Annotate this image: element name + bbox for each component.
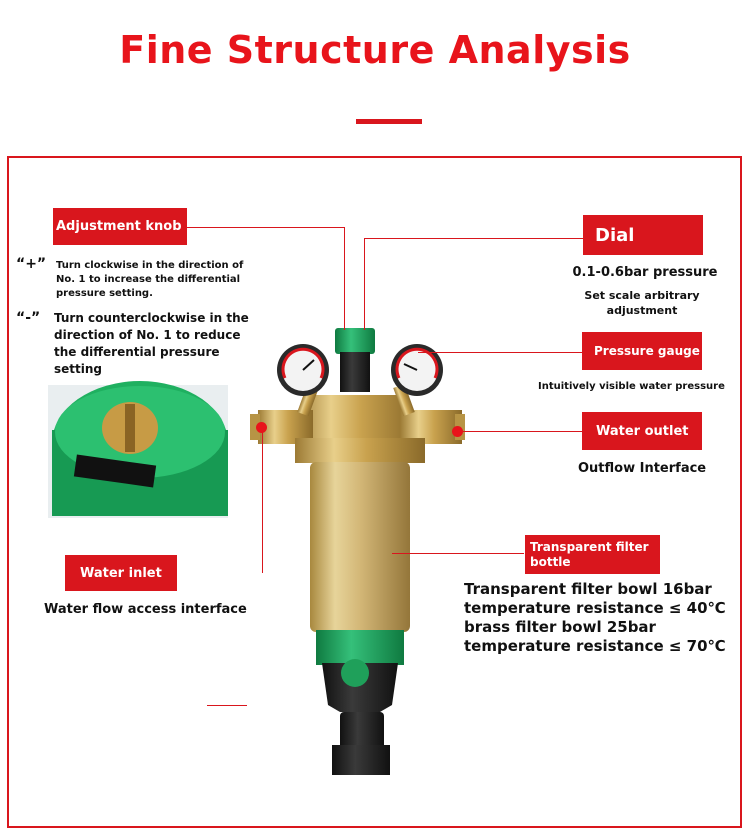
- water-inlet-label-text: Water inlet: [80, 565, 162, 581]
- dial-label: [583, 215, 703, 255]
- filter-bottle-line-1: Transparent filter bowl 16bar: [464, 580, 712, 598]
- filter-bottle-label-text: Transparent filter bottle: [530, 539, 649, 569]
- filter-bottle-line-4: temperature resistance ≤ 70℃: [464, 637, 726, 655]
- minus-description: Turn counterclockwise in the direction of No. 1 to reduce the differential pressure setting: [54, 311, 249, 376]
- adjustment-knob-label: [53, 208, 187, 245]
- filter-bottle-line-2: temperature resistance ≤ 40℃: [464, 599, 726, 617]
- pressure-gauge-label-text: Pressure gauge: [594, 344, 700, 358]
- plus-symbol: “+”: [16, 256, 47, 272]
- filter-bottle-line-3: brass filter bowl 25bar: [464, 618, 656, 636]
- water-outlet-label-text: Water outlet: [596, 423, 689, 439]
- inlet-leader-v: [262, 431, 263, 573]
- plus-description: Turn clockwise in the direction of No. 1 to increase the differential pressure setting.: [56, 260, 244, 299]
- minus-symbol: “-”: [16, 310, 41, 326]
- adjustment-knob-label-text: Adjustment knob: [56, 219, 182, 234]
- outlet-leader: [460, 431, 582, 432]
- water-inlet-description: Water flow access interface: [44, 602, 247, 617]
- bottom-rule: [207, 705, 247, 706]
- water-inlet-label: [65, 555, 177, 591]
- dial-description: Set scale arbitrary adjustment: [584, 289, 700, 317]
- water-outlet-description: Outflow Interface: [578, 461, 707, 476]
- page-title: Fine Structure Analysis: [119, 28, 631, 72]
- adjustment-leader-v: [344, 227, 345, 330]
- dial-leader-h: [364, 238, 584, 239]
- adjustment-leader-h: [187, 227, 344, 228]
- dial-pressure-range: 0.1-0.6bar pressure: [572, 265, 718, 280]
- dial-leader-v: [364, 238, 365, 330]
- pressure-gauge-label: [582, 332, 702, 370]
- bottle-leader: [392, 553, 524, 554]
- outlet-dot: [452, 426, 463, 437]
- water-outlet-label: [582, 412, 702, 450]
- dial-label-text: Dial: [595, 224, 635, 246]
- filter-bottle-label: [525, 535, 660, 574]
- inlet-dot: [256, 422, 267, 433]
- pressure-gauge-description: Intuitively visible water pressure: [538, 381, 725, 392]
- gauge-leader: [418, 352, 582, 353]
